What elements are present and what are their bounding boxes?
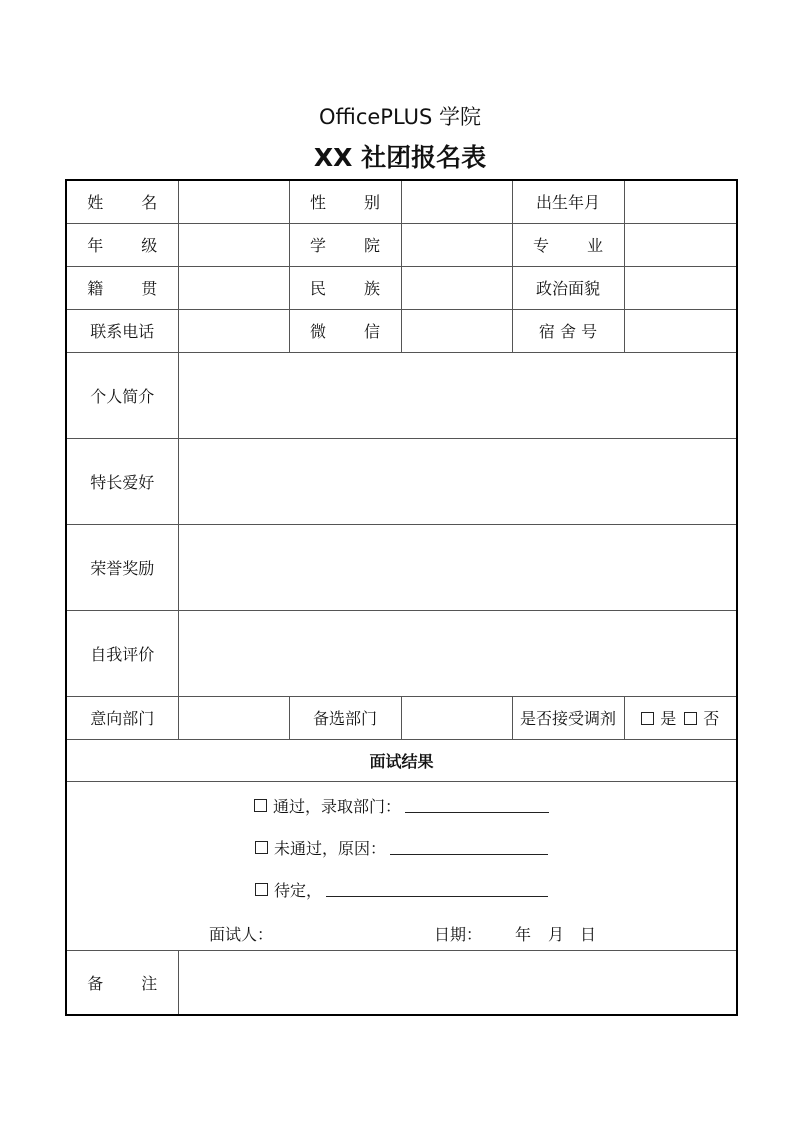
- label-honor: 荣誉奖励: [66, 524, 178, 610]
- table-row: [66, 180, 737, 223]
- alt-dept-field[interactable]: [401, 696, 512, 739]
- fail-label: 未通过，原因：: [273, 839, 386, 858]
- fail-line: [67, 836, 736, 860]
- label-alt-dept: 备选部门: [289, 696, 401, 739]
- label-phone: 联系电话: [66, 309, 178, 352]
- no-checkbox[interactable]: [684, 712, 697, 725]
- table-row: [66, 781, 737, 950]
- interview-heading: 面试结果: [66, 739, 737, 781]
- table-row: [66, 438, 737, 524]
- gender-field[interactable]: [401, 180, 512, 223]
- date-month: 月: [548, 924, 565, 944]
- table-row: [66, 696, 737, 739]
- interview-result-cell: [66, 781, 737, 950]
- dorm-field[interactable]: [624, 309, 737, 352]
- politics-field[interactable]: [624, 266, 737, 309]
- form-title: XX 社团报名表: [313, 143, 487, 172]
- date-day: 日: [580, 924, 597, 944]
- label-intended-dept: 意向部门: [66, 696, 178, 739]
- major-field[interactable]: [624, 223, 737, 266]
- ethnic-field[interactable]: [401, 266, 512, 309]
- label-college: 学 院: [289, 223, 401, 266]
- remark-field[interactable]: [178, 950, 737, 1015]
- label-gender: 性 别: [289, 180, 401, 223]
- pending-label: 待定，: [273, 881, 322, 900]
- label-grade: 年 级: [66, 223, 178, 266]
- adjust-options: [624, 696, 737, 739]
- wechat-field[interactable]: [401, 309, 512, 352]
- intended-dept-field[interactable]: [178, 696, 289, 739]
- yes-checkbox[interactable]: [641, 712, 654, 725]
- label-politics: 政治面貌: [512, 266, 624, 309]
- birth-field[interactable]: [624, 180, 737, 223]
- label-ethnic: 民 族: [289, 266, 401, 309]
- label-accept-adjust: 是否接受调剂: [512, 696, 624, 739]
- origin-field[interactable]: [178, 266, 289, 309]
- fail-checkbox[interactable]: [255, 841, 268, 854]
- honor-field[interactable]: [178, 524, 737, 610]
- table-row: [66, 524, 737, 610]
- intro-field[interactable]: [178, 352, 737, 438]
- pending-line: [67, 878, 736, 902]
- pass-dept-blank[interactable]: [405, 798, 549, 813]
- label-self-eval: 自我评价: [66, 610, 178, 696]
- table-row: [66, 223, 737, 266]
- registration-form-table: [65, 179, 738, 1016]
- date-year: 年: [515, 924, 532, 944]
- grade-field[interactable]: [178, 223, 289, 266]
- label-major: 专 业: [512, 223, 624, 266]
- college-field[interactable]: [401, 223, 512, 266]
- yes-label: 是: [660, 709, 677, 728]
- table-row: [66, 352, 737, 438]
- hobby-field[interactable]: [178, 438, 737, 524]
- signature-row: [67, 922, 736, 946]
- phone-field[interactable]: [178, 309, 289, 352]
- table-row: [66, 610, 737, 696]
- label-remark: 备 注: [66, 950, 178, 1015]
- pending-checkbox[interactable]: [255, 883, 268, 896]
- name-field[interactable]: [178, 180, 289, 223]
- label-wechat: 微 信: [289, 309, 401, 352]
- no-label: 否: [703, 709, 720, 728]
- interviewer-label: 面试人：: [209, 924, 274, 944]
- date-label: 日期：: [434, 924, 483, 944]
- table-row: [66, 950, 737, 1015]
- label-name: 姓 名: [66, 180, 178, 223]
- label-birth: 出生年月: [512, 180, 624, 223]
- label-hobby: 特长爱好: [66, 438, 178, 524]
- table-row: [66, 266, 737, 309]
- label-dorm: 宿 舍 号: [512, 309, 624, 352]
- pass-line: [67, 794, 736, 818]
- label-origin: 籍 贯: [66, 266, 178, 309]
- pass-checkbox[interactable]: [254, 799, 267, 812]
- table-row: [66, 739, 737, 781]
- pending-blank[interactable]: [326, 882, 548, 897]
- self-eval-field[interactable]: [178, 610, 737, 696]
- table-row: [66, 309, 737, 352]
- label-intro: 个人简介: [66, 352, 178, 438]
- org-subtitle: OfficePLUS 学院: [319, 105, 481, 129]
- pass-label: 通过，录取部门：: [272, 797, 401, 816]
- fail-reason-blank[interactable]: [390, 840, 548, 855]
